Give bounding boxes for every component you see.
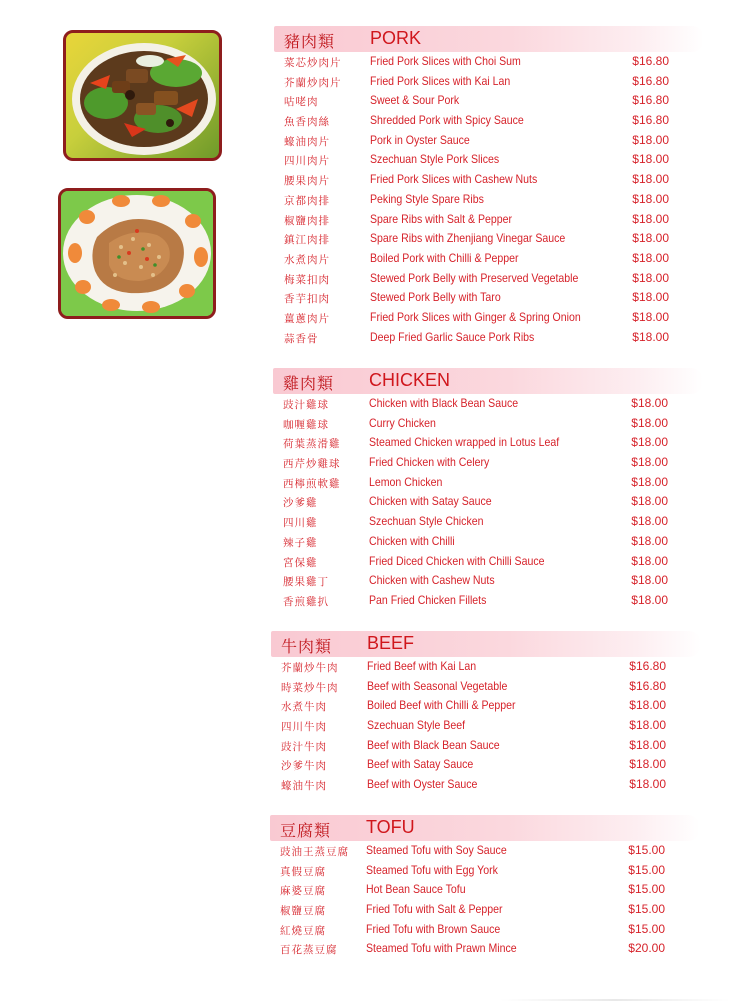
- menu-item-row: [273, 513, 703, 533]
- menu-item-price: $18.00: [629, 757, 666, 772]
- menu-item-name-en: Boiled Pork with Chilli & Pepper: [370, 250, 519, 265]
- menu-item-name-en: Szechuan Style Chicken: [369, 514, 484, 529]
- menu-item-price: $16.80: [629, 678, 666, 693]
- section-title-en: CHICKEN: [369, 370, 451, 390]
- menu-item-row: [270, 862, 700, 882]
- menu-item-name-en: Spare Ribs with Zhenjiang Vinegar Sauce: [370, 231, 566, 246]
- dish-illustration-stir-fry: [66, 33, 219, 158]
- menu-item-price: $18.00: [631, 592, 668, 607]
- menu-item-name-zh: 時菜炒牛肉: [281, 681, 339, 694]
- menu-item-row: [271, 658, 701, 678]
- menu-item-name-zh: 宮保雞: [283, 556, 318, 569]
- menu-item-price: $18.00: [632, 191, 669, 206]
- menu-item-price: $15.00: [628, 902, 665, 917]
- menu-item-row: [273, 553, 703, 573]
- section-header-tofu: [270, 815, 700, 841]
- menu-item-row: [274, 73, 704, 93]
- menu-item-price: $18.00: [632, 309, 669, 324]
- menu-item-name-en: Beef with Seasonal Vegetable: [367, 678, 508, 693]
- menu-item-name-en: Steamed Tofu with Soy Sauce: [366, 843, 507, 857]
- menu-item-name-en: Beef with Oyster Sauce: [367, 777, 478, 792]
- menu-item-name-zh: 水煮牛肉: [281, 701, 327, 714]
- menu-item-name-en: Spare Ribs with Salt & Pepper: [370, 211, 513, 226]
- menu-item-row: [274, 151, 704, 171]
- menu-item-row: [274, 230, 704, 250]
- menu-item-row: [273, 454, 703, 474]
- menu-item-name-zh: 咖喱雞球: [283, 418, 329, 431]
- menu-item-name-zh: 芥蘭炒肉片: [284, 76, 342, 89]
- menu-item-row: [274, 191, 704, 211]
- menu-item-price: $18.00: [629, 737, 666, 752]
- menu-items-pork: [274, 53, 704, 348]
- menu-item-price: $18.00: [629, 698, 666, 713]
- menu-item-price: $18.00: [632, 270, 669, 285]
- menu-item-name-zh: 四川肉片: [284, 155, 330, 168]
- menu-item-name-zh: 薑蔥肉片: [284, 312, 330, 325]
- menu-item-name-en: Fried Beef with Kai Lan: [367, 659, 477, 673]
- menu-item-price: $18.00: [632, 250, 669, 265]
- menu-item-price: $18.00: [632, 152, 669, 167]
- section-title-en: BEEF: [367, 633, 415, 653]
- menu-item-name-en: Fried Tofu with Brown Sauce: [366, 921, 501, 936]
- menu-item-price: $18.00: [631, 514, 668, 529]
- menu-item-row: [271, 756, 701, 776]
- menu-items-chicken: [273, 395, 703, 612]
- menu-item-row: [273, 415, 703, 435]
- menu-item-name-zh: 四川雞: [283, 517, 318, 530]
- menu-item-name-en: Pan Fried Chicken Fillets: [369, 592, 487, 607]
- menu-item-name-en: Lemon Chicken: [369, 474, 443, 489]
- menu-item-name-zh: 豉汁雞球: [283, 399, 329, 411]
- menu-item-name-en: Sweet & Sour Pork: [370, 93, 460, 108]
- menu-item-row: [273, 533, 703, 553]
- menu-item-price: $18.00: [629, 777, 666, 792]
- menu-item-name-en: Peking Style Spare Ribs: [370, 191, 484, 206]
- menu-item-name-zh: 蠔油肉片: [284, 135, 330, 148]
- menu-item-name-en: Chicken with Satay Sauce: [369, 494, 492, 509]
- menu-item-price: $18.00: [631, 533, 668, 548]
- menu-item-name-en: Fried Pork Slices with Kai Lan: [370, 73, 511, 88]
- menu-item-name-en: Fried Pork Slices with Choi Sum: [370, 54, 521, 68]
- menu-item-name-en: Fried Tofu with Salt & Pepper: [366, 902, 503, 917]
- menu-item-name-en: Fried Chicken with Celery: [369, 455, 490, 470]
- menu-item-row: [271, 737, 701, 757]
- menu-item-row: [274, 211, 704, 231]
- menu-item-price: $15.00: [628, 921, 665, 936]
- menu-item-name-en: Hot Bean Sauce Tofu: [366, 882, 466, 897]
- menu-item-price: $18.00: [631, 494, 668, 509]
- menu-item-row: [271, 717, 701, 737]
- dish-photo-spare-ribs: [58, 188, 216, 319]
- section-title-zh: 牛肉類: [281, 637, 333, 656]
- menu-item-name-zh: 椒鹽肉排: [284, 214, 330, 227]
- menu-item-row: [273, 572, 703, 592]
- menu-item-price: $16.80: [632, 54, 669, 68]
- menu-item-name-en: Steamed Tofu with Egg York: [366, 862, 498, 877]
- menu-item-row: [274, 132, 704, 152]
- menu-item-price: $18.00: [631, 553, 668, 568]
- menu-item-name-zh: 蠔油牛肉: [281, 780, 327, 793]
- menu-item-name-en: Boiled Beef with Chilli & Pepper: [367, 698, 516, 713]
- menu-item-row: [274, 171, 704, 191]
- menu-item-name-zh: 真假豆腐: [280, 865, 326, 878]
- menu-item-name-zh: 沙爹雞: [283, 497, 318, 510]
- menu-item-row: [273, 395, 703, 415]
- menu-item-name-en: Chicken with Black Bean Sauce: [369, 396, 519, 410]
- menu-item-row: [271, 697, 701, 717]
- menu-item-name-en: Deep Fried Garlic Sauce Pork Ribs: [370, 329, 535, 344]
- menu-item-name-en: Chicken with Cashew Nuts: [369, 573, 495, 588]
- menu-item-row: [270, 921, 700, 941]
- menu-item-price: $16.80: [632, 73, 669, 88]
- menu-item-name-zh: 荷葉蒸滑雞: [283, 438, 341, 451]
- menu-item-row: [271, 776, 701, 796]
- menu-item-row: [273, 493, 703, 513]
- menu-item-name-zh: 腰果肉片: [284, 175, 330, 188]
- menu-item-price: $16.80: [632, 113, 669, 128]
- menu-item-name-en: Fried Pork Slices with Cashew Nuts: [370, 172, 538, 187]
- menu-item-name-zh: 麻婆豆腐: [280, 885, 326, 898]
- menu-item-row: [270, 881, 700, 901]
- section-title-en: TOFU: [366, 817, 415, 837]
- menu-section-tofu: [270, 815, 700, 960]
- menu-item-name-zh: 鎮江肉排: [284, 234, 330, 247]
- menu-item-name-en: Chicken with Chilli: [369, 533, 455, 548]
- menu-item-name-en: Steamed Tofu with Prawn Mince: [366, 941, 517, 956]
- menu-item-price: $18.00: [632, 231, 669, 246]
- menu-item-name-zh: 腰果雞丁: [283, 576, 329, 589]
- menu-item-name-zh: 豉油王蒸豆腐: [280, 846, 349, 858]
- menu-item-name-zh: 菜芯炒肉片: [284, 57, 342, 69]
- menu-item-name-zh: 紅燒豆腐: [280, 924, 326, 937]
- footer-divider: [500, 999, 730, 1001]
- menu-item-price: $18.00: [631, 455, 668, 470]
- menu-item-price: $15.00: [628, 882, 665, 897]
- menu-item-name-zh: 水煮肉片: [284, 253, 330, 266]
- menu-item-price: $18.00: [632, 172, 669, 187]
- menu-item-name-zh: 香煎雞扒: [283, 595, 329, 608]
- menu-item-name-zh: 魚香肉絲: [284, 116, 330, 129]
- menu-item-name-en: Beef with Black Bean Sauce: [367, 737, 500, 752]
- section-title-zh: 豬肉類: [284, 32, 336, 51]
- menu-item-name-en: Szechuan Style Beef: [367, 718, 466, 733]
- menu-item-name-zh: 百花蒸豆腐: [280, 944, 338, 957]
- section-header-chicken: [273, 368, 703, 394]
- menu-item-row: [270, 901, 700, 921]
- menu-item-price: $16.80: [632, 93, 669, 108]
- menu-item-price: $18.00: [632, 290, 669, 305]
- menu-item-price: $18.00: [631, 396, 668, 410]
- menu-item-row: [274, 250, 704, 270]
- menu-item-name-en: Steamed Chicken wrapped in Lotus Leaf: [369, 435, 560, 450]
- menu-item-price: $18.00: [631, 435, 668, 450]
- dish-illustration-ribs: [61, 191, 213, 316]
- menu-item-row: [270, 842, 700, 862]
- menu-item-name-zh: 豉汁牛肉: [281, 740, 327, 753]
- section-header-pork: [274, 26, 704, 52]
- menu-section-beef: [271, 631, 701, 796]
- menu-item-price: $18.00: [632, 329, 669, 344]
- menu-item-name-en: Curry Chicken: [369, 415, 436, 430]
- section-header-beef: [271, 631, 701, 657]
- menu-item-price: $20.00: [628, 941, 665, 956]
- menu-item-name-en: Stewed Pork Belly with Preserved Vegetable: [370, 270, 579, 285]
- menu-item-name-zh: 四川牛肉: [281, 721, 327, 734]
- menu-item-name-zh: 梅菜扣肉: [284, 273, 330, 286]
- section-title-en: PORK: [370, 28, 422, 48]
- menu-item-name-zh: 京都肉排: [284, 194, 330, 207]
- menu-item-name-en: Stewed Pork Belly with Taro: [370, 290, 501, 305]
- dish-photo-stir-fried-pork: [63, 30, 222, 161]
- menu-item-price: $18.00: [629, 718, 666, 733]
- menu-item-row: [273, 592, 703, 612]
- menu-item-row: [274, 270, 704, 290]
- menu-item-row: [274, 112, 704, 132]
- menu-item-row: [274, 92, 704, 112]
- menu-item-name-zh: 香芋扣肉: [284, 293, 330, 306]
- menu-item-price: $15.00: [628, 862, 665, 877]
- menu-item-name-en: Szechuan Style Pork Slices: [370, 152, 500, 167]
- menu-item-name-zh: 咕咾肉: [284, 96, 319, 109]
- menu-item-row: [274, 289, 704, 309]
- menu-item-row: [274, 309, 704, 329]
- menu-item-name-zh: 芥蘭炒牛肉: [281, 662, 339, 674]
- menu-item-row: [274, 53, 704, 73]
- section-title-zh: 雞肉類: [283, 374, 335, 393]
- menu-item-price: $15.00: [628, 843, 665, 857]
- menu-item-name-zh: 椒鹽豆腐: [280, 905, 326, 918]
- menu-item-name-zh: 蒜香骨: [284, 332, 319, 345]
- menu-item-row: [273, 474, 703, 494]
- menu-item-price: $18.00: [632, 132, 669, 147]
- section-title-zh: 豆腐類: [280, 821, 332, 840]
- menu-item-name-en: Fried Pork Slices with Ginger & Spring Onion: [370, 309, 581, 324]
- menu-item-name-zh: 西檸煎軟雞: [283, 477, 341, 490]
- menu-item-row: [273, 434, 703, 454]
- menu-item-name-zh: 沙爹牛肉: [281, 760, 327, 773]
- menu-item-name-en: Fried Diced Chicken with Chilli Sauce: [369, 553, 545, 568]
- menu-items-tofu: [270, 842, 700, 960]
- menu-item-price: $16.80: [629, 659, 666, 673]
- menu-item-price: $18.00: [631, 415, 668, 430]
- menu-item-row: [271, 678, 701, 698]
- menu-item-name-zh: 辣子雞: [283, 536, 318, 549]
- menu-items-beef: [271, 658, 701, 796]
- menu-item-name-en: Pork in Oyster Sauce: [370, 132, 470, 147]
- menu-section-pork: [274, 26, 704, 348]
- menu-item-name-zh: 西芹炒雞球: [283, 458, 341, 471]
- menu-item-price: $18.00: [631, 573, 668, 588]
- menu-item-price: $18.00: [631, 474, 668, 489]
- menu-item-price: $18.00: [632, 211, 669, 226]
- menu-item-name-en: Shredded Pork with Spicy Sauce: [370, 113, 524, 128]
- menu-item-row: [274, 329, 704, 349]
- menu-item-name-en: Beef with Satay Sauce: [367, 757, 474, 772]
- menu-section-chicken: [273, 368, 703, 612]
- menu-item-row: [270, 940, 700, 960]
